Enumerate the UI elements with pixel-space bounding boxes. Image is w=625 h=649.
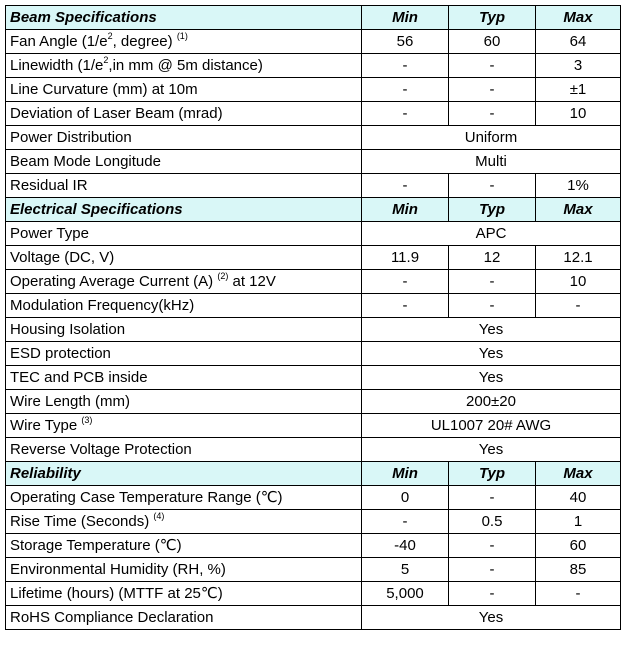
spec-value-min: 5 bbox=[362, 558, 449, 582]
column-header-min: Min bbox=[362, 462, 449, 486]
spec-row bbox=[6, 30, 621, 54]
spec-value-typ: 60 bbox=[449, 30, 536, 54]
spec-label: Environmental Humidity (RH, %) bbox=[10, 560, 226, 578]
spec-label-cell bbox=[6, 318, 362, 342]
spec-label-cell bbox=[6, 414, 362, 438]
spec-value-max: ±1 bbox=[536, 78, 621, 102]
spec-row bbox=[6, 342, 621, 366]
spec-value-merged: Yes bbox=[362, 438, 621, 462]
spec-row bbox=[6, 558, 621, 582]
spec-label: Lifetime (hours) (MTTF at 25℃) bbox=[10, 584, 223, 602]
spec-label-cell bbox=[6, 150, 362, 174]
section-title: Beam Specifications bbox=[6, 6, 362, 30]
spec-label-superscript: (3) bbox=[81, 414, 93, 425]
spec-row bbox=[6, 150, 621, 174]
spec-row bbox=[6, 246, 621, 270]
spec-row bbox=[6, 486, 621, 510]
spec-label-cell bbox=[6, 270, 362, 294]
spec-label: ESD protection bbox=[10, 344, 111, 362]
spec-label-cell bbox=[6, 582, 362, 606]
spec-row bbox=[6, 78, 621, 102]
spec-label: RoHS Compliance Declaration bbox=[10, 608, 214, 626]
spec-value-typ: - bbox=[449, 582, 536, 606]
spec-row bbox=[6, 102, 621, 126]
spec-value-min: 56 bbox=[362, 30, 449, 54]
spec-value-typ: - bbox=[449, 102, 536, 126]
spec-value-typ: - bbox=[449, 174, 536, 198]
spec-label-cell bbox=[6, 102, 362, 126]
spec-value-typ: - bbox=[449, 558, 536, 582]
spec-value-max: - bbox=[536, 582, 621, 606]
column-header-typ: Typ bbox=[449, 198, 536, 222]
spec-label-cell bbox=[6, 174, 362, 198]
spec-label-cell bbox=[6, 222, 362, 246]
spec-value-merged: 200±20 bbox=[362, 390, 621, 414]
spec-label-superscript: 2 bbox=[107, 30, 113, 41]
column-header-min: Min bbox=[362, 6, 449, 30]
spec-value-min: - bbox=[362, 102, 449, 126]
spec-label: Power Type bbox=[10, 224, 89, 242]
spec-row bbox=[6, 270, 621, 294]
spec-label-cell bbox=[6, 54, 362, 78]
spec-label: Residual IR bbox=[10, 176, 88, 194]
spec-row bbox=[6, 438, 621, 462]
spec-row bbox=[6, 294, 621, 318]
spec-label: Storage Temperature (℃) bbox=[10, 536, 182, 554]
column-header-min: Min bbox=[362, 198, 449, 222]
spec-label-continued: at 12V bbox=[228, 272, 276, 290]
spec-value-max: 10 bbox=[536, 102, 621, 126]
spec-value-merged: Yes bbox=[362, 366, 621, 390]
spec-label-superscript: 2 bbox=[103, 54, 109, 65]
section-title: Reliability bbox=[6, 462, 362, 486]
spec-value-merged: Yes bbox=[362, 342, 621, 366]
spec-label: Line Curvature (mm) at 10m bbox=[10, 80, 198, 98]
spec-row bbox=[6, 126, 621, 150]
spec-value-max: 60 bbox=[536, 534, 621, 558]
spec-label: Beam Mode Longitude bbox=[10, 152, 161, 170]
spec-row bbox=[6, 606, 621, 630]
spec-label-superscript: (4) bbox=[153, 510, 165, 521]
spec-value-min: 11.9 bbox=[362, 246, 449, 270]
spec-value-max: - bbox=[536, 294, 621, 318]
spec-label: Deviation of Laser Beam (mrad) bbox=[10, 104, 223, 122]
spec-label-superscript: (2) bbox=[217, 270, 229, 281]
spec-label: Power Distribution bbox=[10, 128, 132, 146]
spec-label: Voltage (DC, V) bbox=[10, 248, 115, 266]
section-header-row bbox=[6, 462, 621, 486]
spec-label-cell bbox=[6, 30, 362, 54]
spec-label-cell bbox=[6, 510, 362, 534]
spec-value-min: -40 bbox=[362, 534, 449, 558]
spec-value-max: 64 bbox=[536, 30, 621, 54]
spec-value-typ: - bbox=[449, 534, 536, 558]
column-header-max: Max bbox=[536, 462, 621, 486]
spec-value-min: - bbox=[362, 270, 449, 294]
spec-value-typ: - bbox=[449, 270, 536, 294]
spec-label: Rise Time (Seconds) bbox=[10, 512, 154, 530]
section-title: Electrical Specifications bbox=[6, 198, 362, 222]
spec-row bbox=[6, 174, 621, 198]
spec-value-typ: - bbox=[449, 78, 536, 102]
spec-label-cell bbox=[6, 534, 362, 558]
spec-value-merged: Yes bbox=[362, 318, 621, 342]
section-header-row bbox=[6, 6, 621, 30]
spec-row bbox=[6, 366, 621, 390]
spec-value-typ: - bbox=[449, 294, 536, 318]
spec-value-merged: Uniform bbox=[362, 126, 621, 150]
column-header-typ: Typ bbox=[449, 462, 536, 486]
spec-row bbox=[6, 534, 621, 558]
spec-value-min: - bbox=[362, 78, 449, 102]
spec-note-marker: (1) bbox=[176, 30, 188, 41]
spec-value-merged: UL1007 20# AWG bbox=[362, 414, 621, 438]
spec-value-min: - bbox=[362, 294, 449, 318]
spec-value-merged: Multi bbox=[362, 150, 621, 174]
section-header-row bbox=[6, 198, 621, 222]
spec-value-typ: - bbox=[449, 486, 536, 510]
spec-label-continued: ,in mm @ 5m distance) bbox=[108, 56, 263, 74]
spec-label: Operating Case Temperature Range (℃) bbox=[10, 488, 283, 506]
column-header-max: Max bbox=[536, 198, 621, 222]
spec-row bbox=[6, 390, 621, 414]
spec-label-cell bbox=[6, 126, 362, 150]
spec-value-max: 1 bbox=[536, 510, 621, 534]
spec-label: Modulation Frequency(kHz) bbox=[10, 296, 195, 314]
spec-value-max: 40 bbox=[536, 486, 621, 510]
spec-value-max: 3 bbox=[536, 54, 621, 78]
spec-label: Wire Type bbox=[10, 416, 82, 434]
spec-value-max: 12.1 bbox=[536, 246, 621, 270]
spec-value-min: - bbox=[362, 510, 449, 534]
spec-row bbox=[6, 414, 621, 438]
spec-label-cell bbox=[6, 486, 362, 510]
spec-label: TEC and PCB inside bbox=[10, 368, 148, 386]
spec-label-cell bbox=[6, 438, 362, 462]
spec-value-merged: Yes bbox=[362, 606, 621, 630]
specifications-table bbox=[5, 5, 621, 630]
spec-label-cell bbox=[6, 342, 362, 366]
spec-label-cell bbox=[6, 246, 362, 270]
spec-row bbox=[6, 318, 621, 342]
spec-label: Linewidth (1/e bbox=[10, 56, 104, 74]
spec-row bbox=[6, 582, 621, 606]
spec-value-min: - bbox=[362, 54, 449, 78]
spec-label-cell bbox=[6, 606, 362, 630]
column-header-typ: Typ bbox=[449, 6, 536, 30]
spec-value-min: 0 bbox=[362, 486, 449, 510]
spec-value-min: 5,000 bbox=[362, 582, 449, 606]
spec-row bbox=[6, 510, 621, 534]
spec-value-typ: 0.5 bbox=[449, 510, 536, 534]
spec-value-merged: APC bbox=[362, 222, 621, 246]
spec-label-cell bbox=[6, 558, 362, 582]
spec-label-cell bbox=[6, 390, 362, 414]
spec-label-cell bbox=[6, 78, 362, 102]
spec-label: Wire Length (mm) bbox=[10, 392, 131, 410]
column-header-max: Max bbox=[536, 6, 621, 30]
spec-value-min: - bbox=[362, 174, 449, 198]
spec-label-cell bbox=[6, 366, 362, 390]
spec-label: Reverse Voltage Protection bbox=[10, 440, 192, 458]
spec-value-max: 1% bbox=[536, 174, 621, 198]
spec-row bbox=[6, 54, 621, 78]
spec-value-max: 10 bbox=[536, 270, 621, 294]
spec-value-typ: 12 bbox=[449, 246, 536, 270]
spec-label-cell bbox=[6, 294, 362, 318]
spec-label: Housing Isolation bbox=[10, 320, 126, 338]
spec-label: Fan Angle (1/e bbox=[10, 32, 108, 50]
spec-label-continued: , degree) bbox=[112, 32, 177, 50]
spec-label: Operating Average Current (A) bbox=[10, 272, 218, 290]
spec-row bbox=[6, 222, 621, 246]
spec-value-typ: - bbox=[449, 54, 536, 78]
spec-value-max: 85 bbox=[536, 558, 621, 582]
